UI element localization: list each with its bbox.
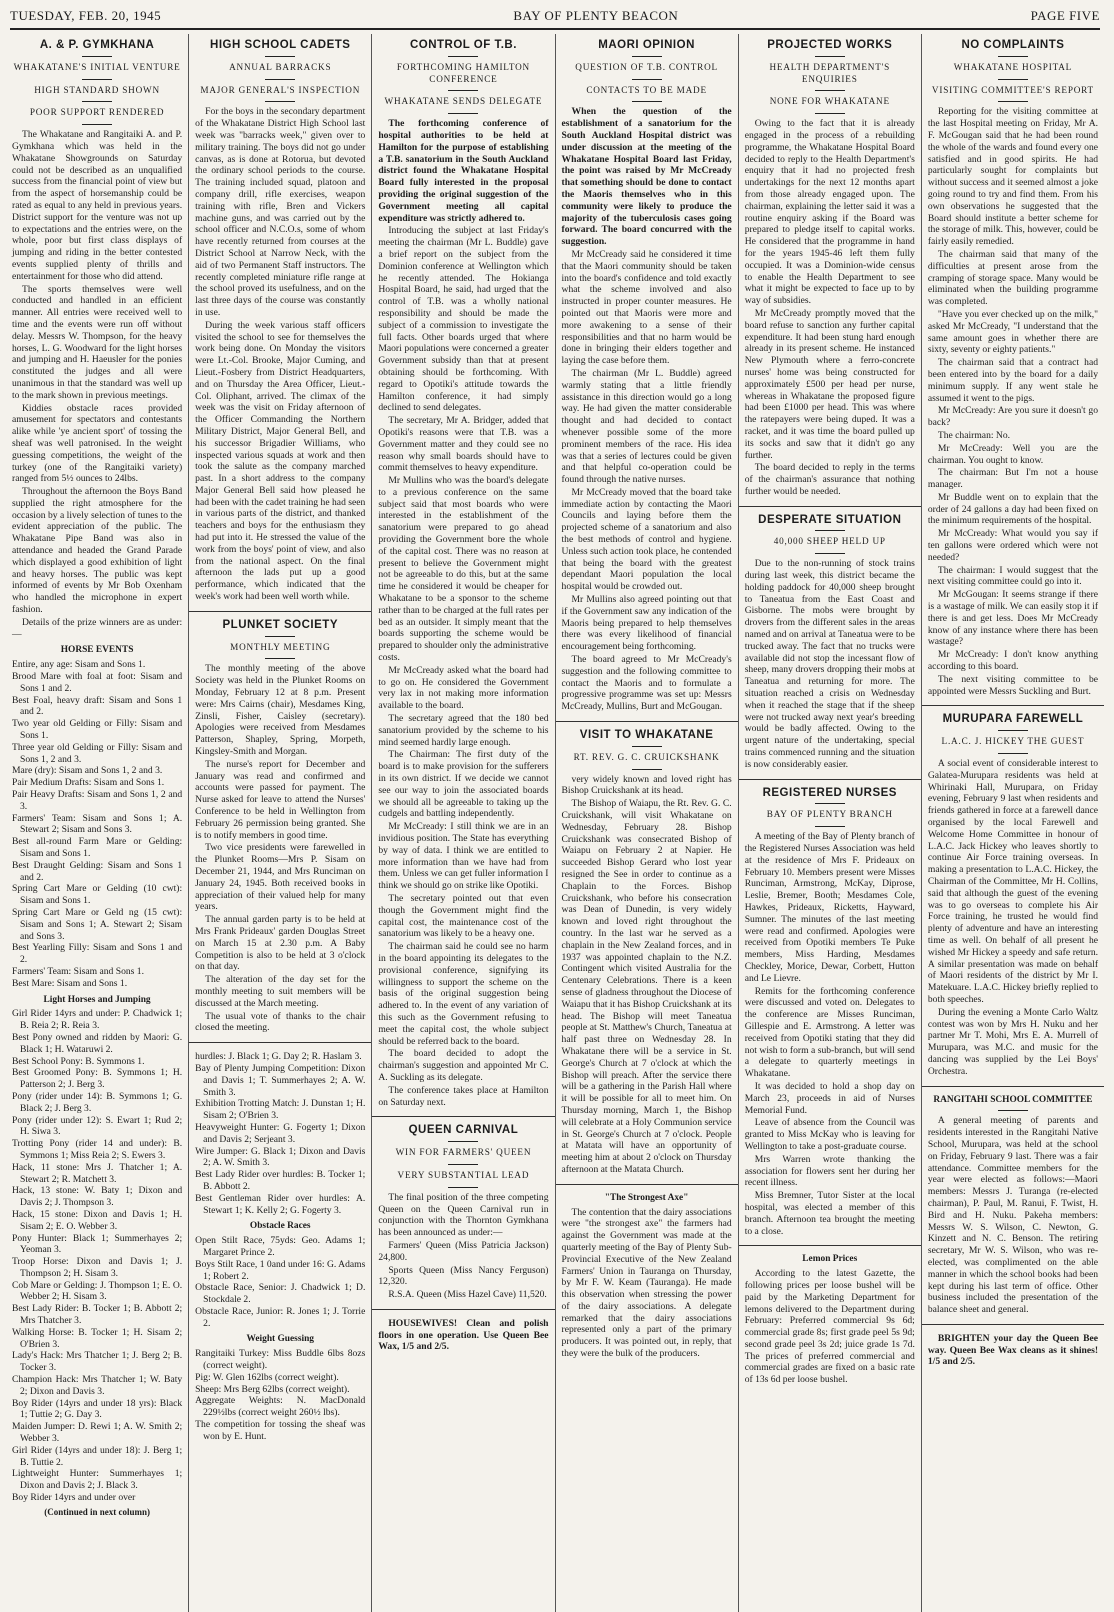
result-line: Spring Cart Mare or Gelding (10 cwt): Sisam and Sons 1. bbox=[12, 883, 183, 907]
result-line: Brood Mare with foal at foot: Sisam and Sons 1 and 2. bbox=[12, 671, 183, 694]
paragraph: Reporting for the visiting committee at the last Hospital meeting on Friday, Mr A. F. McGougan said that he had been round the whole of the wards and found every one satisfied and in good spirits. He had particularly sought for complaints but without success and it seemed almost a joke going round to try and find them. From his own observations he suggested that the Board should institute a better scheme for the storage of milk. This, however, could be fairly easily remedied. bbox=[927, 106, 1099, 248]
paragraph: A meeting of the Bay of Plenty branch of the Registered Nurses Association was held at the residence of Mrs F. Prideaux on February 10. Members present were Misses Runciman, Armstrong, McKay, Diprose, Leslie, Bremer, Booth; Mesdames Cole, Hawkes, Prideaux, Ricketts, Hayward, Sumner. The minutes of the last meeting were read and confirmed. Apologies were received from Opotiki members Te Puke members, Miss Harding, Mesdames Checkley, Morice, Dewar, Corbett, Hutton and Le Lievre. bbox=[744, 831, 915, 984]
paragraph: The secretary agreed that the 180 bed sanatorium provided by the scheme to his mind seemed hardly large enough. bbox=[378, 713, 549, 748]
divider bbox=[815, 56, 845, 57]
column-rule bbox=[739, 1245, 921, 1246]
headline: DESPERATE SITUATION bbox=[758, 513, 902, 526]
result-line: Best Yearling Filly: Sisam and Sons 1 and 2. bbox=[12, 942, 183, 966]
paragraph: Mr McCready: I still think we are in an invidious position. The State has everything by way of data. I think we are entitled to more information than we have had from them. Unless we can get fuller information I think we should go on strike like Opotiki. bbox=[378, 821, 549, 892]
column-rule bbox=[922, 705, 1104, 706]
result-line: Boy Rider (14yrs and under 18 yrs): Black 1; Tuttie 2; G. Day 3. bbox=[12, 1397, 183, 1421]
section-label: Obstacle Races bbox=[249, 1221, 311, 1232]
divider bbox=[815, 803, 845, 804]
paragraph: The chairman said that many of the difficulties at present arose from the cramping of storage space. Many would be eliminated when the building programme was completed. bbox=[927, 248, 1099, 308]
result-line: Three year old Gelding or Filly: Sisam and Sons 1, 2 and 3. bbox=[12, 741, 183, 765]
subheading: FORTHCOMING HAMILTON CONFERENCE bbox=[396, 61, 530, 84]
subheading: NONE FOR WHAKATANE bbox=[769, 96, 890, 107]
subheading: QUESTION OF T.B. CONTROL bbox=[575, 61, 718, 72]
column-6 bbox=[922, 34, 1104, 1612]
result-line: Farmers' Team: Sisam and Sons 1. bbox=[12, 965, 144, 977]
paragraph: Mr Buddle went on to explain that the order of 24 gallons a day had been fixed on the minimum requirements of the hospital. bbox=[927, 491, 1099, 527]
paragraph: Mrs Warren wrote thanking the association for flowers sent her during her recent illness. bbox=[744, 1153, 915, 1189]
advertisement: HOUSEWIVES! Clean and polish floors in one operation. Use Queen Bee Wax, 1/5 and 2/5. bbox=[378, 1317, 549, 1353]
paragraph: The sports themselves were well conducted and handled in an efficient manner. All entries were received well to time and the events were run off without delay. Messrs W. Thompson, for the heavy horses, L. G. Woodward for the light horses and jumping and H. Haeusler for the ponies constituted the judges and all were unanimous in that the standard was well up to the mark shown in previous meetings. bbox=[12, 283, 183, 401]
paragraph: Mr Mullins who was the board's delegate to a previous conference on the same subject said that most boards who were interested in the establishment of the sanatorium were prepared to go ahead providing the Government bore the whole of the capital cost. There was no reason at present to believe the Government might not be agreeable to do this, but at the same time he considered it would be cheaper for Whakatane to be a sponsor to the scheme rather than to be charged at the full rates per bed as an outsider. It simply meant that the boards supporting the scheme would be prepared to shoulder only the administrative costs. bbox=[378, 475, 549, 664]
subheading: WHAKATANE SENDS DELEGATE bbox=[384, 96, 543, 107]
paragraph: Owing to the fact that it is already engaged in the process of a rebuilding programme, the Whakatane Hospital Board decided to reply to the Health Department's enquiry that it had no projected fresh undertakings for the next 12 months apart from those already engaged upon. The chairman, explaining the letter said it was a routine enquiry asking if the Board was prepared to pledge itself to capital works. He considered that the programme in hand for the years 1945-46 left them fully occupied. It was a Dominion-wide census to enable the Health Department to see what it might be expected to face up to by way of subsidies. bbox=[744, 118, 915, 307]
divider bbox=[815, 90, 845, 91]
section-label: "The Strongest Axe" bbox=[604, 1192, 689, 1203]
paragraph: Mr McGougan: It seems strange if there is a wastage of milk. We can easily stop it if there is and get less. Does Mr McCready know of any instance where there has been wastage? bbox=[927, 589, 1099, 648]
divider bbox=[448, 1164, 478, 1165]
section-label: Weight Guessing bbox=[246, 1334, 314, 1345]
paragraph: The annual garden party is to be held at Mrs Frank Prideaux' garden Douglas Street on March 15 at 2.30 p.m. A Baby Competition is also to be held at 3 o'clock on that day. bbox=[195, 914, 366, 973]
paragraph: The final position of the three competing Queen on the Queen Carnival run in conjunction with the Thornton Gymkhana has been announced as under:— bbox=[378, 1191, 549, 1239]
result-line: Hack, 15 stone: Dixon and Davis 1; H. Sisam 2; E. O. Webber 3. bbox=[12, 1208, 183, 1232]
paragraph: It was decided to hold a shop day on March 23, proceeds in aid of Nurses Memorial Fund. bbox=[744, 1080, 915, 1116]
result-line: Aggregate Weights: N. MacDonald 229½lbs (correct weight 260½ lbs). bbox=[195, 1395, 366, 1419]
paragraph: The alteration of the day set for the monthly meeting to suit members will be discussed at the March meeting. bbox=[195, 974, 366, 1009]
result-line: Pony (rider under 12): S. Ewart 1; Rud 2; H. Siwa 3. bbox=[12, 1114, 183, 1138]
result-line: Obstacle Race, Junior: R. Jones 1; J. Torrie 2. bbox=[195, 1305, 366, 1329]
paragraph: Details of the prize winners are as under:— bbox=[12, 616, 183, 640]
headline: PROJECTED WORKS bbox=[767, 39, 893, 51]
divider bbox=[632, 79, 662, 80]
column-5 bbox=[739, 34, 922, 1612]
result-line: Best Draught Gelding: Sisam and Sons 1 and 2. bbox=[12, 859, 183, 883]
headline: PLUNKET SOCIETY bbox=[222, 618, 338, 631]
subheading: MONTHLY MEETING bbox=[230, 641, 331, 652]
paragraph: The monthly meeting of the above Society was held in the Plunket Rooms on Monday, February 12 at 8 p.m. Present were: Mrs Cairns (chair), Mesdames King, Zinsli, Fisher, Caisley (secretary). Apologies were received from Mesdames Patterson, Shapley, Spring, Morpeth, Kingsley-Smith and Morgan. bbox=[195, 663, 366, 758]
headline: QUEEN CARNIVAL bbox=[408, 1124, 519, 1137]
paragraph: Due to the non-running of stock trains during last week, this district became the holding paddock for 40,000 sheep brought to Taneatua from the East Coast and Gisborne. The mobs were brought by drovers from the different sales in the areas named and on arrival at Taneatua were to be trucked away. The fact that no trucks were available did not stop the incessant flow of sheep, many drovers dropping their mobs at Taneatua and returning for more. The situation reached a crisis on Wednesday when it reached the stage that if the sheep were not trucked away next year's breeding would be badly affected. Owing to the urgent nature of the undertaking, special trains commenced running and the situation is now considerably easier. bbox=[744, 558, 915, 770]
headline: MAORI OPINION bbox=[598, 39, 695, 51]
subheading: POOR SUPPORT RENDERED bbox=[29, 107, 165, 118]
subheading: L.A.C. J. HICKEY THE GUEST bbox=[941, 736, 1085, 747]
result-line: Lightweight Hunter: Summerhayes 1; Dixon and Davis 2; J. Black 3. bbox=[12, 1468, 183, 1492]
paragraph: The chairman said that a contract had been entered into by the board for a daily minimum supply. If any went stale he assumed it went to the pigs. bbox=[927, 357, 1099, 404]
paragraph: Introducing the subject at last Friday's meeting the chairman (Mr L. Buddle) gave a brief report on the subject from the Dominion conference at Wellington which he recently attended. The Hokianga Hospital Board, he said, had urged that the control of T.B. was a wholly national responsibility and should be made the subject of a commission to investigate the full facts. Other boards urged that where Maori populations were concerned a greater Government subsidy than that at present obtaining should be forthcoming. With regard to Opotiki's attitude towards the Hamilton conference, it had simply declined to send delegates. bbox=[378, 225, 549, 414]
divider bbox=[448, 113, 478, 114]
result-line: Boy Rider 14yrs and under over bbox=[12, 1492, 136, 1504]
paragraph: The chairman: I would suggest that the next visiting committee could go into it. bbox=[927, 564, 1099, 588]
lead-paragraph: The forthcoming conference of hospital authorities to be held at Hamilton for the purpose of establishing a T.B. sanatorium in the South Auckland district found the Whakatane Hospital Board fully interested in the proposal providing the original suggestion of the Government meeting all capital expenditure was strictly adhered to. bbox=[378, 118, 549, 224]
paragraph: Remits for the forthcoming conference were discussed and voted on. Delegates to the conference are Misses Runciman, Gillespie and E. Armstrong. A letter was received from Opotiki stating that they did not wish to form a sub-branch, but will send a delegate to quarterly meetings in Whakatane. bbox=[744, 985, 915, 1080]
divider bbox=[82, 56, 112, 57]
divider bbox=[448, 1187, 478, 1188]
headline: MURUPARA FAREWELL bbox=[942, 713, 1084, 726]
paragraph: For the boys in the secondary department of the Whakatane District High School last week was "barracks week," given over to military training. The boys did not go under canvas, as is done at Rotorua, but devoted the ordinary school periods to the course. The training included squad, platoon and company drill, rifle exercises, weapon training with rifle, Bren and Vickers machine guns, and was carried out by the school officer and N.C.O.s, some of whom have recently returned from courses at the District School at Narrow Neck, with the aid of two Permanent Staff instructors. The recently completed miniature rifle range at the school proved its usefulness, and on the last three days of the course was constantly in use. bbox=[195, 106, 366, 318]
column-3 bbox=[372, 34, 555, 1612]
result-line: Pony Hunter: Black 1; Summerhayes 2; Yeoman 3. bbox=[12, 1232, 183, 1256]
result-line: Best Pony owned and ridden by Maori: G. Black 1; H. Wataruwi 2. bbox=[12, 1031, 183, 1055]
paragraph: The chairman said he could see no harm in the board appointing its delegates to the provisional conference, signifying its willingness to support the scheme on the basis of the original suggestion being adhered to. In the event of any variation of this such as the Government refusing to meet the capital cost, the whole subject should be referred back to the board. bbox=[378, 941, 549, 1047]
result-line: Pair Heavy Drafts: Sisam and Sons 1, 2 and 3. bbox=[12, 789, 183, 812]
paragraph: Throughout the afternoon the Boys Band supplied the right atmosphere for the occasion by a lively selection of tunes to the evident appreciation of the public. The Whakatane Pipe Band was also in attendance and headed the Grand Parade which displayed a good exhibition of light and heavy horses. The public was kept informed of events by Mr Bob Oxenham who handled the microphone in expert fashion. bbox=[12, 486, 183, 616]
masthead bbox=[10, 4, 1100, 30]
columns bbox=[6, 34, 1104, 1612]
result-line: Farmers' Team: Sisam and Sons 1; A. Stewart 2; Sisam and Sons 3. bbox=[12, 812, 183, 836]
paragraph: The secretary pointed out that even though the Government might find the capital cost, the maintenance cost of the sanatorium was likely to be a heavy one. bbox=[378, 892, 549, 940]
divider bbox=[448, 90, 478, 91]
divider bbox=[632, 746, 662, 747]
page-number: PAGE FIVE bbox=[1030, 8, 1100, 23]
paragraph: The conference takes place at Hamilton on Saturday next. bbox=[378, 1084, 549, 1108]
divider bbox=[265, 636, 295, 637]
result-line: Best Gentleman Rider over hurdles: A. Stewart 1; K. Kelly 2; G. Fogerty 3. bbox=[195, 1192, 366, 1216]
paragraph: very widely known and loved right has Bishop Cruickshank at its head. bbox=[561, 773, 732, 797]
result-line: Wire Jumper: G. Black 1; Dixon and Davis 2; A. W. Smith 3. bbox=[195, 1145, 366, 1169]
result-line: Pig: W. Glen 162lbs (correct weight). bbox=[195, 1371, 339, 1383]
divider bbox=[82, 124, 112, 125]
subheading: CONTACTS TO BE MADE bbox=[586, 84, 707, 95]
paragraph: According to the latest Gazette, the following prices per loose bushel will be paid by the Marketing Department for lemons delivered to the Department during February: Preferred commercial 9s 6d; commercial grade 8s; first grade peel 5s 9d; second grade peel 3s 2d; juice grade 1s 7d. The prices of preferred commercial and commercial grades are fixed on a basic rate of 13s 6d per loose bushel. bbox=[744, 1268, 915, 1386]
section-label: RANGITAHI SCHOOL COMMITTEE bbox=[933, 1094, 1093, 1105]
subheading: HIGH STANDARD SHOWN bbox=[34, 84, 160, 95]
result-line: Pair Medium Drafts: Sisam and Sons 1. bbox=[12, 777, 165, 789]
result-line: Hack, 11 stone: Mrs J. Thatcher 1; A. Stewart 2; R. Matchett 3. bbox=[12, 1161, 183, 1185]
column-1 bbox=[6, 34, 189, 1612]
result-line: Bay of Plenty Jumping Competition: Dixon and Davis 1; T. Summerhayes 2; A. W. Smith 3. bbox=[195, 1062, 366, 1098]
paragraph: Mr McCready: What would you say if ten gallons were ordered which were not needed? bbox=[927, 528, 1099, 563]
divider bbox=[265, 79, 295, 80]
paragraph: "Have you ever checked up on the milk," asked Mr McCready, "I understand that the same amount goes in whether there are sixty, seventy or eighty patients." bbox=[927, 308, 1099, 356]
result-line: Pony (rider under 14): B. Symmons 1; G. Black 2; J. Berg 3. bbox=[12, 1090, 183, 1114]
result-line: Champion Hack: Mrs Thatcher 1; W. Baty 2; Dixon and Davis 3. bbox=[12, 1374, 183, 1397]
paragraph: Kiddies obstacle races provided amusement for spectators and contestants alike while 'ye ancient sport' of tossing the sheaf was well patronised. In the weight guessing competitions, the weight of the turkey (one of the Rangitaiki variety) ranged from 5½ ounces to 24lbs. bbox=[12, 402, 183, 485]
result-line: Two year old Gelding or Filly: Sisam and Sons 1. bbox=[12, 718, 183, 742]
paragraph: Mr McCready said he considered it time that the Maori community should be taken into the board's confidence and told exactly what the scheme involved and also instructed in proper counter measures. He pointed out that Maoris were more and more awakening to a sense of their responsibilities and that no harm would be done in bringing their elders together and laying the case before them. bbox=[561, 248, 732, 367]
paragraph: A social event of considerable interest to Galatea-Murupara residents was held at Whirinaki Hall, Murupara, on Friday evening, February 9 last when residents and friends gathered in force at a farewell dance organised by the local Farewell and Welcome Home Committee in honour of L.A.C. Jack Hickey who leaves shortly to continue Air Force training overseas. In making a presentation to L.A.C. Hickey, the Chairman of the Committee, Mr H. Collins, said that although the guest of the evening was to go overseas to complete his Air Force training, he trusted he would find plenty of adventure and have an interesting time as well. On behalf of all present he wished Mr Hickey a speedy and safe return. A similar presentation was made on behalf of Maori residents of the district by Mr I. Matekuare. L.A.C. Hickey briefly replied to both speeches. bbox=[927, 758, 1099, 1005]
paragraph: Mr McCready: Are you sure it doesn't go back? bbox=[927, 405, 1099, 429]
continued-note: (Continued in next column) bbox=[44, 1506, 150, 1517]
paragraph: The board agreed to Mr McCready's suggestion and the following committee to contact the Maoris and to formulate a progressive programme was set up: Messrs McCready, Mullins, Burt and McGougan. bbox=[561, 654, 732, 713]
paragraph: The board decided to adopt the chairman's suggestion and appointed Mr C. A. Suckling as its delegate. bbox=[378, 1048, 549, 1083]
result-line: Girl Rider 14yrs and under: P. Chadwick 1; B. Reia 2; R. Reia 3. bbox=[12, 1008, 183, 1032]
divider bbox=[815, 113, 845, 114]
paragraph: Mr McCready: I don't know anything according to this board. bbox=[927, 649, 1099, 673]
issue-date: TUESDAY, FEB. 20, 1945 bbox=[10, 8, 162, 23]
divider bbox=[632, 56, 662, 57]
paragraph: Two vice presidents were farewelled in the Plunket Rooms—Mrs P. Sisam on December 21, 1944, and Mrs Runciman on January 24, 1945. Both received books in appreciation of their valued help for many years. bbox=[195, 842, 366, 913]
subheading: WHAKATANE HOSPITAL bbox=[953, 61, 1073, 72]
paragraph: The contention that the dairy associations were "the strongest axe" the farmers had against the Government was made at the quarterly meeting of the Bay of Plenty Sub-Provincial Executive of the New Zealand Farmers' Union in Tauranga on Thursday, by Mr F. W. Keam (Tauranga). He made this observation when stressing the power of the dairy associations. A delegate remarked that the dairy associations represented only a part of the primary producers. It was pointed out, in reply, that they were the bulk of the producers. bbox=[561, 1206, 732, 1360]
paragraph: The next visiting committee to be appointed were Messrs Suckling and Burt. bbox=[927, 673, 1099, 697]
paragraph: Mr McCready moved that the board take immediate action by contacting the Maori Councils and laying before them the projected scheme of a sanatorium and also the best methods of control and hygiene. Unless such action took place, he contended that being the board with the greatest dependant Maori population the local hospital would be crowded out. bbox=[561, 486, 732, 593]
result-line: Best Lady Rider: B. Tocker 1; B. Abbott 2; Mrs Thatcher 3. bbox=[12, 1303, 183, 1327]
column-rule bbox=[922, 1086, 1104, 1087]
result-line: hurdles: J. Black 1; G. Day 2; R. Haslam 3. bbox=[195, 1051, 362, 1063]
result-line: Best Lady Rider over hurdles: B. Tocker 1; B. Abbott 2. bbox=[195, 1169, 366, 1192]
paragraph: Leave of absence from the Council was granted to Miss McKay who is leaving for Wellington to take a post-graduate course. bbox=[744, 1117, 915, 1152]
section-label: Light Horses and Jumping bbox=[43, 994, 151, 1005]
paragraph: Farmers' Queen (Miss Patricia Jackson) 24,800. bbox=[378, 1239, 549, 1263]
divider bbox=[448, 56, 478, 57]
paragraph: Sports Queen (Miss Nancy Ferguson) 12,320. bbox=[378, 1264, 549, 1288]
paragraph: The usual vote of thanks to the chair closed the meeting. bbox=[195, 1010, 366, 1034]
paragraph: The Bishop of Waiapu, the Rt. Rev. G. C. Cruickshank, will visit Whakatane on Wednesday, February 28. Bishop Cruickshank was consecrated Bishop of Waiapu on February 2 at Napier. He succeeded Bishop Gerard who lost year resigned the See in order to continue as a Chaplain to the Forces. Bishop Cruickshank, who before his consecration was Dean of Dunedin, is very widely known and loved right throughout the country. In the last war he served as a chaplain in the New Zealand forces, and in 1937 was appointed chaplain to the N.Z. Contingent which visited Australia for the Centenary Celebrations. There is a keen sense of gladness throughout the Diocese of Waiapu that it has Bishop Cruickshank at its head. The Bishop will meet Taneatua people at St. Matthew's Church, Taneatua at half past three on Wednesday 28. In Whakatane there will be a service in St. George's Church at 7 o'clock at which the Bishop will preach. After the service there will be a gathering in the Parish Hall where it will be possible for all to meet him. On Thursday morning, March 1, the Bishop will celebrate at a Holy Communion service in St. George's Church at 7 o'clock. People at Matata will have an opportunity of meeting him at about 2 o'clock on Thursday afternoon at the Matata Church. bbox=[561, 798, 732, 1175]
divider bbox=[265, 56, 295, 57]
paragraph: The board decided to reply in the terms of the chairman's assurance that nothing further would be needed. bbox=[744, 462, 915, 497]
result-line: Maiden Jumper: D. Rewi 1; A. W. Smith 2; Webber 3. bbox=[12, 1421, 183, 1445]
divider bbox=[998, 56, 1028, 57]
paragraph: Mr McCready promptly moved that the board refuse to sanction any further capital expenditure. It had been stung hard enough already in its present scheme. He instanced New Plymouth where a ferro-concrete nurses' home was being constructed for approximately £500 per head per nurse, whereas in Whakatane the proposed figure had been £1000 per head. This was where the ratepayers were being duped. It was a racket, and it was time the board pulled up its socks and saw that it didn't go any further. bbox=[744, 307, 915, 461]
result-line: Obstacle Race, Senior: J. Chadwick 1; D. Stockdale 2. bbox=[195, 1282, 366, 1306]
paragraph: The nurse's report for December and January was read and confirmed and accounts were passed for payment. The Nurse asked for leave to attend the Nurses' Conference to be held in Wellington from February 26 permission being granted. She is to notify members in good time. bbox=[195, 758, 366, 841]
subheading: MAJOR GENERAL'S INSPECTION bbox=[200, 84, 361, 95]
result-line: Hack, 13 stone: W. Baty 1; Dixon and Davis 2; J. Thompson 3. bbox=[12, 1185, 183, 1209]
result-line: Best School Pony: B. Symmons 1. bbox=[12, 1055, 145, 1067]
subheading: ANNUAL BARRACKS bbox=[229, 61, 332, 72]
divider bbox=[998, 753, 1028, 754]
column-rule bbox=[922, 1324, 1104, 1325]
subheading: WIN FOR FARMERS' QUEEN bbox=[395, 1147, 532, 1158]
paragraph: During the week various staff officers visited the school to see for themselves the work being done. On Monday the visitors were Lt.-Col. Brooke, Major Cuming, and Lieut.-Fosbery from District Headquarters, and on Thursday the Area Officer, Lieut.-Col. Oliphant, arrived. The climax of the week was the visit on Friday afternoon of the Officer Commanding the Northern Military District, Major General Bell, and his successor Brigadier Williams, who inspected various squads at work and then took the salute as the company marched past. In a short address to the company Major General Bell said how pleased he had been with the cadet training he had seen in various parts of the district, and thanked teachers and boys for the enthusiasm they had put into it. He stressed the value of the work from the boys' point of view, and also from the national aspect. On the final afternoon the lads put up a good performance, which indicated that the week's work had been well worth while. bbox=[195, 319, 366, 603]
result-line: Lady's Hack: Mrs Thatcher 1; J. Berg 2; B. Tocker 3. bbox=[12, 1350, 183, 1374]
headline: VISIT TO WHAKATANE bbox=[579, 729, 714, 742]
column-rule bbox=[372, 1116, 554, 1117]
result-line: Exhibition Trotting Match: J. Dunstan 1; H. Sisam 2; O'Brien 3. bbox=[195, 1098, 366, 1122]
result-line: Best Mare: Sisam and Sons 1. bbox=[12, 977, 128, 989]
divider bbox=[448, 1141, 478, 1142]
section-label: Lemon Prices bbox=[802, 1254, 858, 1265]
result-line: Heavyweight Hunter: G. Fogerty 1; Dixon and Davis 2; Serjeant 3. bbox=[195, 1121, 366, 1145]
section-label: HORSE EVENTS bbox=[60, 645, 134, 656]
subheading: 40,000 SHEEP HELD UP bbox=[773, 536, 886, 547]
headline: A. & P. GYMKHANA bbox=[39, 39, 155, 51]
paragraph: Mr McCready: Well you are the chairman. You ought to know. bbox=[927, 442, 1099, 466]
result-line: Mare (dry): Sisam and Sons 1, 2 and 3. bbox=[12, 765, 163, 777]
paper-name: BAY OF PLENTY BEACON bbox=[513, 8, 679, 23]
result-line: Entire, any age: Sisam and Sons 1. bbox=[12, 659, 146, 671]
result-line: Best Groomed Pony: B. Symmons 1; H. Patterson 2; J. Berg 3. bbox=[12, 1067, 183, 1091]
column-rule bbox=[739, 779, 921, 780]
result-line: Walking Horse: B. Tocker 1; H. Sisam 2; O'Brien 3. bbox=[12, 1326, 183, 1350]
column-rule bbox=[189, 1042, 371, 1043]
divider bbox=[815, 826, 845, 827]
paragraph: The Chairman: The first duty of the board is to make provision for the sufferers in its own district. If we decide we cannot see our way to join the associated boards we should all be agreeable to taking up the cudgels and battling independently. bbox=[378, 749, 549, 820]
column-rule bbox=[556, 721, 738, 722]
paragraph: The Whakatane and Rangitaiki A. and P. Gymkhana which was held in the Whakatane Showgrounds on Saturday could not be described as an unqualified success from the financial point of view but from the aspect of horsemanship could be rated as equal to any held in previous years. District support for the venture was not up to expectations and the entries were, on the whole, poor but first class displays of jumping and riding in the better contested events supplied plenty of thrills and entertainment for those who did attend. bbox=[12, 129, 183, 282]
result-line: Rangitaiki Turkey: Miss Buddle 6lbs 8ozs (correct weight). bbox=[195, 1348, 366, 1372]
divider bbox=[632, 769, 662, 770]
subheading: RT. REV. G. C. CRUICKSHANK bbox=[573, 751, 720, 762]
paragraph: During the evening a Monte Carlo Waltz contest was won by Mrs H. Nuku and her partner Mr T. Mohi, Mrs E. A. Murrell of Murupara, was M.C. and music for the dancing was supplied by the Lei Boys' Orchestra. bbox=[927, 1006, 1099, 1077]
paragraph: Mr McCready asked what the board had to go on. He considered the Government very lax in not making more information available to the board. bbox=[378, 664, 549, 712]
result-line: Sheep: Mrs Berg 62lbs (correct weight). bbox=[195, 1383, 350, 1395]
result-line: Trotting Pony (rider 14 and under): B. Symmons 1; Miss Reia 2; S. Ewers 3. bbox=[12, 1138, 183, 1161]
headline: NO COMPLAINTS bbox=[961, 39, 1065, 51]
subheading: VISITING COMMITTEE'S REPORT bbox=[931, 84, 1094, 95]
advertisement: BRIGHTEN your day the Queen Bee way. Queen Bee Wax cleans as it shines! 1/5 and 2/5. bbox=[927, 1332, 1099, 1368]
result-line: Best Foal, heavy draft: Sisam and Sons 1 and 2. bbox=[12, 694, 183, 718]
paragraph: The chairman (Mr L. Buddle) agreed warmly stating that a little friendly assistance in this direction would go a long way. He had given the matter considerable thought and had decided to contact whenever possible some of the more prominent members of the race. His idea was that a series of lectures could be given and that helpful co-operation could be found through the native nurses. bbox=[561, 367, 732, 486]
divider bbox=[998, 730, 1028, 731]
divider bbox=[815, 530, 845, 531]
divider bbox=[998, 79, 1028, 80]
result-line: The competition for tossing the sheaf was won by E. Hunt. bbox=[195, 1419, 366, 1442]
paragraph: The chairman: But I'm not a house manager. bbox=[927, 467, 1099, 491]
column-rule bbox=[189, 611, 371, 612]
result-line: Best all-round Farm Mare or Gelding: Sisam and Sons 1. bbox=[12, 836, 183, 859]
subheading: WHAKATANE'S INITIAL VENTURE bbox=[13, 61, 181, 72]
column-rule bbox=[739, 506, 921, 507]
divider bbox=[632, 101, 662, 102]
headline: HIGH SCHOOL CADETS bbox=[210, 39, 351, 51]
column-rule bbox=[556, 1184, 738, 1185]
divider bbox=[82, 79, 112, 80]
column-2 bbox=[189, 34, 372, 1612]
subheading: VERY SUBSTANTIAL LEAD bbox=[397, 1169, 530, 1180]
result-line: Open Stilt Race, 75yds: Geo. Adams 1; Margaret Prince 2. bbox=[195, 1235, 366, 1258]
divider bbox=[265, 658, 295, 659]
divider bbox=[998, 1110, 1028, 1111]
divider bbox=[815, 553, 845, 554]
lead-paragraph: When the question of the establishment of a sanatorium for the South Auckland Hospital district was under discussion at the meeting of the Whakatane Hospital Board last Friday, the point was raised by Mr McCready that something should be done to contact the Maoris themselves who in this community were likely to produce the majority of the tuberculosis cases going forward. The board concurred with the suggestion. bbox=[561, 106, 732, 248]
result-line: Spring Cart Mare or Geld ng (15 cwt): Sisam and Sons 1; A. Stewart 2; Sisam and Sons 3. bbox=[12, 906, 183, 942]
headline: CONTROL OF T.B. bbox=[409, 39, 517, 51]
paragraph: Mr Mullins also agreed pointing out that if the Government saw any indication of the Maoris being prepared to help themselves there was every likelihood of financial encouragement being forthcoming. bbox=[561, 594, 732, 653]
subheading: HEALTH DEPARTMENT'S ENQUIRIES bbox=[769, 61, 891, 84]
paragraph: The chairman: No. bbox=[937, 429, 1011, 441]
result-line: Boys Stilt Race, 1 0and under 16: G. Adams 1; Robert 2. bbox=[195, 1258, 366, 1282]
paragraph: Miss Bremner, Tutor Sister at the local hospital, was elected a member of this branch. Afternoon tea brought the meeting to a close. bbox=[744, 1190, 915, 1237]
headline: REGISTERED NURSES bbox=[762, 786, 897, 799]
divider bbox=[998, 101, 1028, 102]
paragraph: A general meeting of parents and residents interested in the Rangitahi Native School, Murupara, was held at the school on Friday, February 9 last. There was a fair attendance. Committee members for the year were elected as follows:—Maori members: Messrs J. Turanga (re-elected chairman), P. Paul, M. Ranui, F. Twist, H. Bird and H. Nuku. Pakeha members: Messrs W. S. Wilson, C. Newton, G. Kinzett and N. C. Benson. The retiring secretary, Mr W. S. Wilson, who was re-elected, was complimented on the able manner in which the school books had been kept during his last term of office. Other business included the presentation of the balance sheet and general. bbox=[927, 1115, 1099, 1316]
column-4 bbox=[556, 34, 739, 1612]
subheading: BAY OF PLENTY BRANCH bbox=[766, 809, 893, 820]
result-line: Cob Mare or Gelding: J. Thompson 1; E. O. Webber 2; H. Sisam 3. bbox=[12, 1279, 183, 1303]
column-rule bbox=[372, 1309, 554, 1310]
divider bbox=[265, 101, 295, 102]
paragraph: R.S.A. Queen (Miss Hazel Cave) 11,520. bbox=[388, 1289, 547, 1301]
divider bbox=[82, 101, 112, 102]
paragraph: The secretary, Mr A. Bridger, added that Opotiki's reasons were that T.B. was a Government matter and they could see no reason why small boards should have to commit themselves to heavy expenditure. bbox=[378, 415, 549, 474]
result-line: Girl Rider (14yrs and under 18): J. Berg 1; B. Tuttie 2. bbox=[12, 1444, 183, 1468]
result-line: Troop Horse: Dixon and Davis 1; J. Thompson 2; H. Sisam 3. bbox=[12, 1256, 183, 1279]
